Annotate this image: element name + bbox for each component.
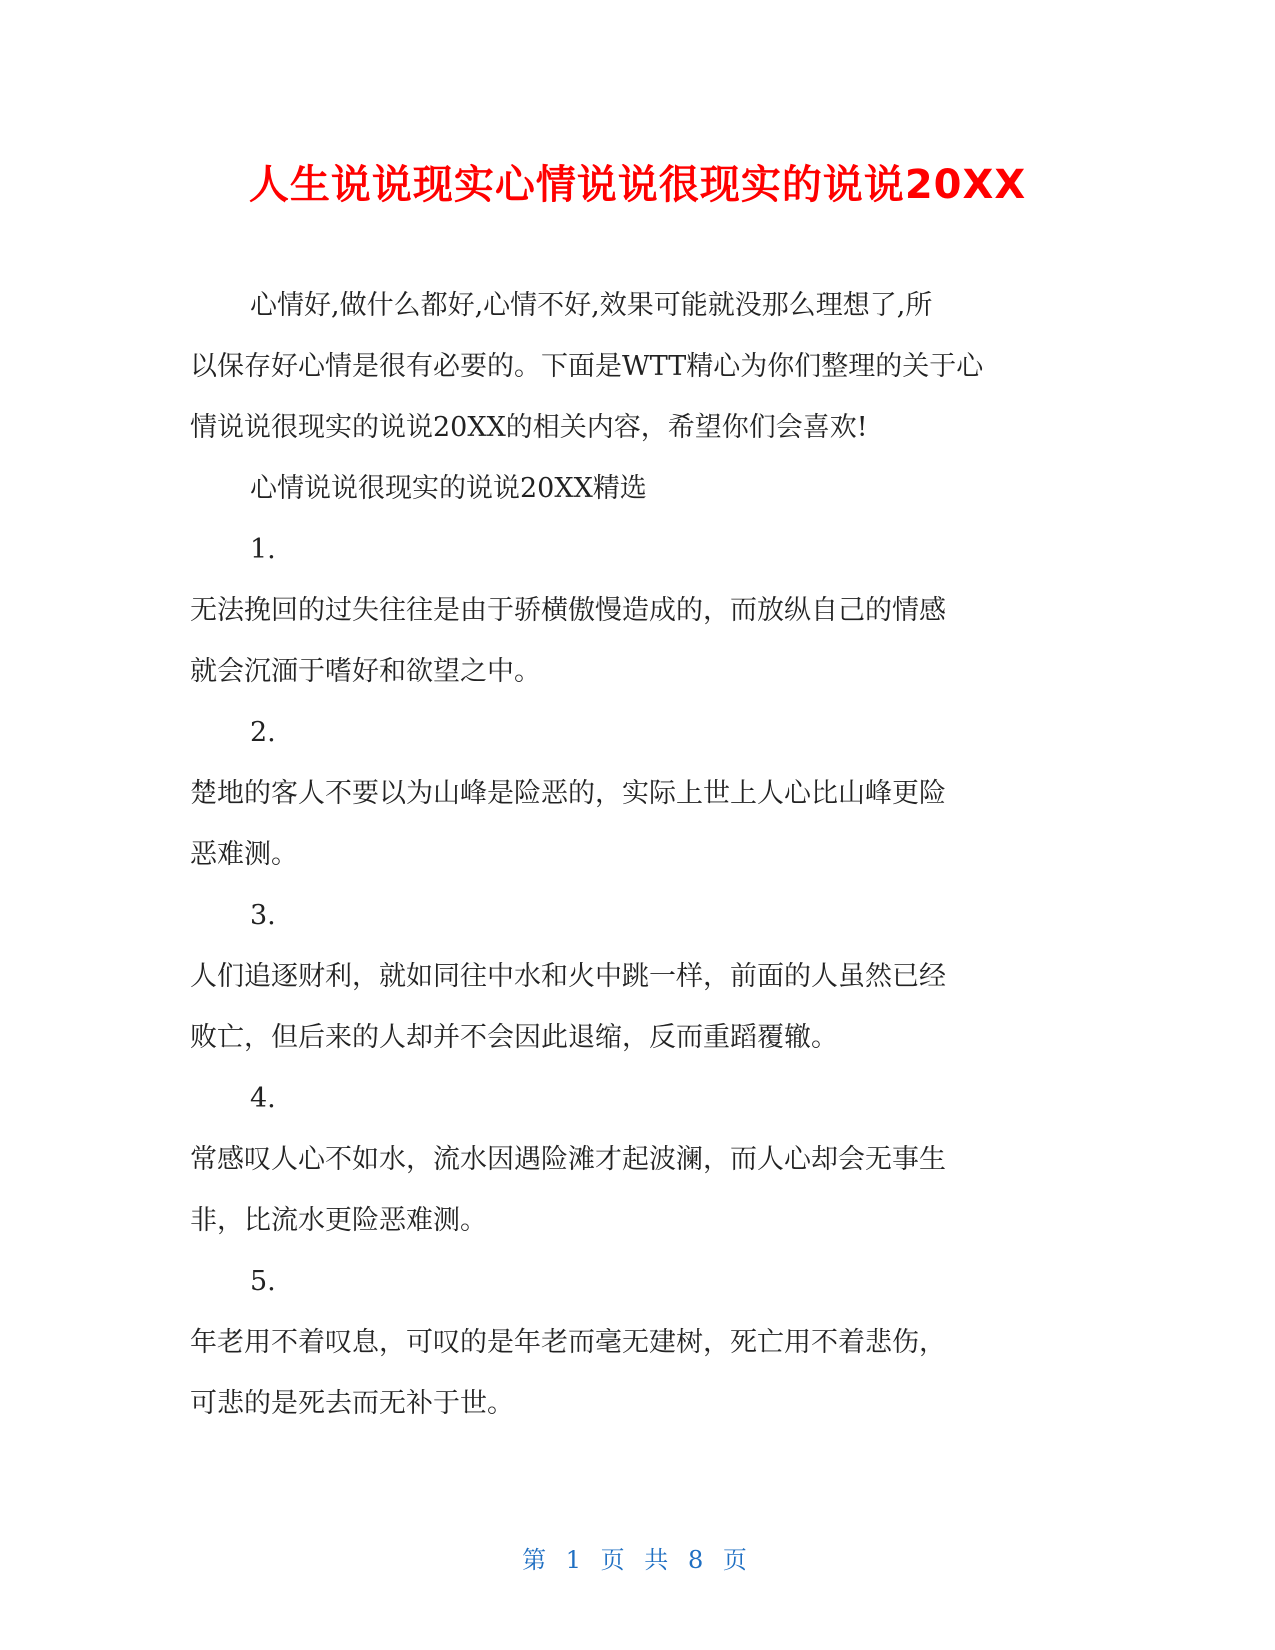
body-line: 3. bbox=[250, 900, 276, 931]
document-body bbox=[190, 275, 1090, 1434]
body-line: 常感叹人心不如水，流水因遇险滩才起波澜，而人心却会无事生 bbox=[190, 1144, 946, 1175]
body-line: 5. bbox=[250, 1266, 276, 1297]
body-line: 败亡，但后来的人却并不会因此退缩，反而重蹈覆辙。 bbox=[190, 1022, 838, 1053]
body-line: 1. bbox=[250, 534, 276, 565]
body-line: 2. bbox=[250, 717, 276, 748]
body-line: 情说说很现实的说说20XX的相关内容，希望你们会喜欢! bbox=[190, 412, 868, 443]
body-line: 人们追逐财利，就如同往中水和火中跳一样，前面的人虽然已经 bbox=[190, 961, 946, 992]
body-line: 恶难测。 bbox=[190, 839, 298, 870]
body-line: 以保存好心情是很有必要的。下面是WTT精心为你们整理的关于心 bbox=[190, 351, 984, 382]
body-line: 非，比流水更险恶难测。 bbox=[190, 1205, 487, 1236]
body-line: 楚地的客人不要以为山峰是险恶的，实际上世上人心比山峰更险 bbox=[190, 778, 946, 809]
body-line: 就会沉湎于嗜好和欲望之中。 bbox=[190, 656, 541, 687]
body-line: 心情好,做什么都好,心情不好,效果可能就没那么理想了,所 bbox=[250, 290, 933, 321]
body-line: 无法挽回的过失往往是由于骄横傲慢造成的，而放纵自己的情感 bbox=[190, 595, 946, 626]
body-line: 年老用不着叹息，可叹的是年老而毫无建树，死亡用不着悲伤， bbox=[190, 1327, 946, 1358]
document-title: 人生说说现实心情说说很现实的说说20XX bbox=[248, 162, 1027, 208]
body-line: 心情说说很现实的说说20XX精选 bbox=[250, 473, 647, 504]
body-line: 4. bbox=[250, 1083, 276, 1114]
page-footer: 第 1 页 共 8 页 bbox=[522, 1546, 753, 1574]
body-line: 可悲的是死去而无补于世。 bbox=[190, 1388, 514, 1419]
